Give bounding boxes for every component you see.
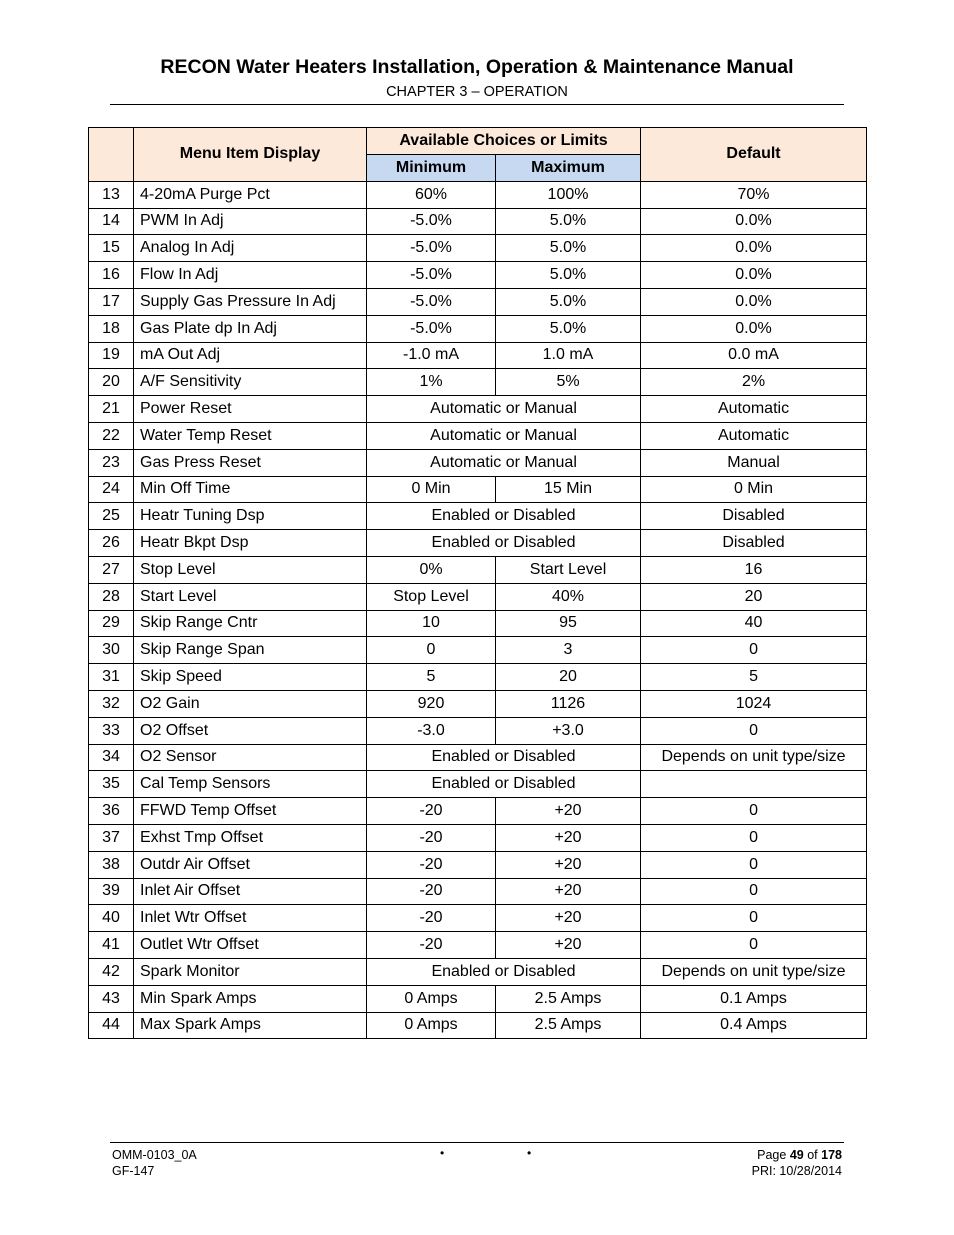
table-row: [89, 369, 867, 396]
table-body: [89, 181, 867, 1039]
row-number: 36: [89, 798, 134, 825]
table-row: [89, 985, 867, 1012]
maximum-cell: +20: [496, 878, 641, 905]
menu-item-name: Inlet Air Offset: [134, 878, 367, 905]
row-number: 16: [89, 262, 134, 289]
minimum-cell: -20: [367, 932, 496, 959]
row-number: 44: [89, 1012, 134, 1039]
default-cell: 0: [641, 932, 867, 959]
menu-item-name: Min Spark Amps: [134, 985, 367, 1012]
row-number: 15: [89, 235, 134, 262]
maximum-cell: 20: [496, 664, 641, 691]
row-number: 40: [89, 905, 134, 932]
minimum-cell: Stop Level: [367, 583, 496, 610]
table-row: [89, 503, 867, 530]
default-cell: 0.4 Amps: [641, 1012, 867, 1039]
default-cell: Depends on unit type/size: [641, 744, 867, 771]
table-row: [89, 824, 867, 851]
table-row: [89, 530, 867, 557]
minimum-cell: -1.0 mA: [367, 342, 496, 369]
default-cell: 0: [641, 851, 867, 878]
form-number: GF-147: [112, 1164, 155, 1178]
table-row: [89, 556, 867, 583]
row-number: 30: [89, 637, 134, 664]
row-number: 31: [89, 664, 134, 691]
table-row: [89, 717, 867, 744]
table-row: [89, 396, 867, 423]
print-date: PRI: 10/28/2014: [751, 1164, 842, 1178]
minimum-cell: 0%: [367, 556, 496, 583]
maximum-cell: 2.5 Amps: [496, 1012, 641, 1039]
menu-item-name: Supply Gas Pressure In Adj: [134, 288, 367, 315]
chapter-title: CHAPTER 3 – OPERATION: [386, 84, 568, 100]
maximum-cell: 95: [496, 610, 641, 637]
minimum-cell: -5.0%: [367, 288, 496, 315]
default-cell: 0: [641, 798, 867, 825]
row-number: 37: [89, 824, 134, 851]
default-cell: Disabled: [641, 530, 867, 557]
menu-item-name: Skip Range Span: [134, 637, 367, 664]
menu-item-name: FFWD Temp Offset: [134, 798, 367, 825]
menu-item-name: Gas Press Reset: [134, 449, 367, 476]
maximum-cell: 5.0%: [496, 262, 641, 289]
default-cell: 0: [641, 637, 867, 664]
row-number: 23: [89, 449, 134, 476]
minimum-cell: 0 Amps: [367, 1012, 496, 1039]
table-row: [89, 664, 867, 691]
maximum-cell: 5.0%: [496, 235, 641, 262]
minimum-cell: 0 Min: [367, 476, 496, 503]
minimum-cell: -3.0: [367, 717, 496, 744]
footer-right: [752, 1147, 842, 1179]
menu-item-name: Stop Level: [134, 556, 367, 583]
minimum-cell: -20: [367, 905, 496, 932]
row-number: 19: [89, 342, 134, 369]
col-header-number: [89, 128, 134, 182]
default-cell: 0.0%: [641, 315, 867, 342]
choices-cell: Automatic or Manual: [367, 449, 641, 476]
menu-items-table: [88, 127, 867, 1039]
table-row: [89, 449, 867, 476]
maximum-cell: +20: [496, 798, 641, 825]
row-number: 42: [89, 958, 134, 985]
row-number: 24: [89, 476, 134, 503]
menu-item-name: O2 Sensor: [134, 744, 367, 771]
row-number: 14: [89, 208, 134, 235]
default-cell: 5: [641, 664, 867, 691]
minimum-cell: -20: [367, 798, 496, 825]
menu-item-name: Spark Monitor: [134, 958, 367, 985]
footer-left: [112, 1147, 197, 1179]
default-cell: Depends on unit type/size: [641, 958, 867, 985]
table-row: [89, 932, 867, 959]
table-row: [89, 610, 867, 637]
col-header-minimum: Minimum: [367, 155, 496, 182]
maximum-cell: 15 Min: [496, 476, 641, 503]
row-number: 35: [89, 771, 134, 798]
minimum-cell: -20: [367, 824, 496, 851]
menu-item-name: Skip Range Cntr: [134, 610, 367, 637]
menu-item-name: Water Temp Reset: [134, 422, 367, 449]
maximum-cell: 3: [496, 637, 641, 664]
menu-item-name: Gas Plate dp In Adj: [134, 315, 367, 342]
menu-item-name: Outlet Wtr Offset: [134, 932, 367, 959]
row-number: 38: [89, 851, 134, 878]
default-cell: Manual: [641, 449, 867, 476]
maximum-cell: 5.0%: [496, 208, 641, 235]
minimum-cell: -5.0%: [367, 315, 496, 342]
default-cell: [641, 771, 867, 798]
table-row: [89, 583, 867, 610]
table-row: [89, 208, 867, 235]
table-row: [89, 422, 867, 449]
minimum-cell: -20: [367, 878, 496, 905]
maximum-cell: 100%: [496, 181, 641, 208]
default-cell: 0.0%: [641, 208, 867, 235]
minimum-cell: -5.0%: [367, 208, 496, 235]
default-cell: 0: [641, 905, 867, 932]
table-row: [89, 288, 867, 315]
table-row: [89, 181, 867, 208]
maximum-cell: +20: [496, 851, 641, 878]
maximum-cell: +20: [496, 905, 641, 932]
table-row: [89, 905, 867, 932]
table-row: [89, 1012, 867, 1039]
minimum-cell: 10: [367, 610, 496, 637]
maximum-cell: 5%: [496, 369, 641, 396]
table-row: [89, 262, 867, 289]
menu-item-name: O2 Gain: [134, 690, 367, 717]
table-row: [89, 851, 867, 878]
row-number: 43: [89, 985, 134, 1012]
row-number: 39: [89, 878, 134, 905]
default-cell: 0 Min: [641, 476, 867, 503]
choices-cell: Automatic or Manual: [367, 422, 641, 449]
default-cell: 1024: [641, 690, 867, 717]
choices-cell: Automatic or Manual: [367, 396, 641, 423]
menu-item-name: Outdr Air Offset: [134, 851, 367, 878]
default-cell: 0: [641, 878, 867, 905]
choices-cell: Enabled or Disabled: [367, 771, 641, 798]
menu-item-name: A/F Sensitivity: [134, 369, 367, 396]
menu-item-name: Analog In Adj: [134, 235, 367, 262]
menu-item-name: PWM In Adj: [134, 208, 367, 235]
maximum-cell: +20: [496, 932, 641, 959]
table-row: [89, 637, 867, 664]
default-cell: Disabled: [641, 503, 867, 530]
footer-bullet: •: [440, 1146, 445, 1160]
default-cell: 20: [641, 583, 867, 610]
maximum-cell: 2.5 Amps: [496, 985, 641, 1012]
minimum-cell: -5.0%: [367, 235, 496, 262]
choices-cell: Enabled or Disabled: [367, 744, 641, 771]
table-row: [89, 798, 867, 825]
table-row: [89, 744, 867, 771]
maximum-cell: 40%: [496, 583, 641, 610]
default-cell: 0.0%: [641, 235, 867, 262]
minimum-cell: 0: [367, 637, 496, 664]
row-number: 21: [89, 396, 134, 423]
default-cell: Automatic: [641, 396, 867, 423]
default-cell: 0.1 Amps: [641, 985, 867, 1012]
default-cell: 0: [641, 824, 867, 851]
table-row: [89, 342, 867, 369]
default-cell: 2%: [641, 369, 867, 396]
footer-divider: [110, 1142, 844, 1143]
table-row: [89, 315, 867, 342]
row-number: 41: [89, 932, 134, 959]
menu-item-name: Heatr Tuning Dsp: [134, 503, 367, 530]
default-cell: 0: [641, 717, 867, 744]
table-row: [89, 958, 867, 985]
menu-item-name: Skip Speed: [134, 664, 367, 691]
maximum-cell: 5.0%: [496, 315, 641, 342]
menu-item-name: Inlet Wtr Offset: [134, 905, 367, 932]
doc-number: OMM-0103_0A: [112, 1148, 197, 1162]
col-header-choices: Available Choices or Limits: [367, 128, 641, 155]
default-cell: 0.0%: [641, 262, 867, 289]
row-number: 13: [89, 181, 134, 208]
row-number: 22: [89, 422, 134, 449]
default-cell: 70%: [641, 181, 867, 208]
table-row: [89, 690, 867, 717]
maximum-cell: 1126: [496, 690, 641, 717]
minimum-cell: 0 Amps: [367, 985, 496, 1012]
minimum-cell: 60%: [367, 181, 496, 208]
table-row: [89, 878, 867, 905]
row-number: 25: [89, 503, 134, 530]
row-number: 26: [89, 530, 134, 557]
default-cell: 0.0 mA: [641, 342, 867, 369]
col-header-maximum: Maximum: [496, 155, 641, 182]
menu-item-name: Cal Temp Sensors: [134, 771, 367, 798]
default-cell: 40: [641, 610, 867, 637]
row-number: 32: [89, 690, 134, 717]
col-header-menu-item: Menu Item Display: [134, 128, 367, 182]
maximum-cell: 5.0%: [496, 288, 641, 315]
menu-item-name: Max Spark Amps: [134, 1012, 367, 1039]
menu-item-name: Start Level: [134, 583, 367, 610]
menu-item-name: Power Reset: [134, 396, 367, 423]
default-cell: Automatic: [641, 422, 867, 449]
row-number: 28: [89, 583, 134, 610]
row-number: 33: [89, 717, 134, 744]
menu-item-name: Flow In Adj: [134, 262, 367, 289]
menu-item-name: Heatr Bkpt Dsp: [134, 530, 367, 557]
default-cell: 16: [641, 556, 867, 583]
row-number: 20: [89, 369, 134, 396]
maximum-cell: 1.0 mA: [496, 342, 641, 369]
footer-bullet: •: [527, 1146, 532, 1160]
menu-item-name: 4-20mA Purge Pct: [134, 181, 367, 208]
menu-item-name: Exhst Tmp Offset: [134, 824, 367, 851]
table-row: [89, 235, 867, 262]
row-number: 18: [89, 315, 134, 342]
choices-cell: Enabled or Disabled: [367, 958, 641, 985]
page-title: RECON Water Heaters Installation, Operation & Maintenance Manual: [160, 56, 794, 78]
table-row: [89, 771, 867, 798]
minimum-cell: 920: [367, 690, 496, 717]
minimum-cell: 5: [367, 664, 496, 691]
menu-item-name: Min Off Time: [134, 476, 367, 503]
menu-item-name: mA Out Adj: [134, 342, 367, 369]
default-cell: 0.0%: [641, 288, 867, 315]
minimum-cell: 1%: [367, 369, 496, 396]
choices-cell: Enabled or Disabled: [367, 503, 641, 530]
menu-item-name: O2 Offset: [134, 717, 367, 744]
maximum-cell: +3.0: [496, 717, 641, 744]
page-number: Page 49 of 178: [757, 1148, 842, 1162]
row-number: 34: [89, 744, 134, 771]
choices-cell: Enabled or Disabled: [367, 530, 641, 557]
row-number: 29: [89, 610, 134, 637]
row-number: 17: [89, 288, 134, 315]
header-divider: [110, 104, 844, 105]
row-number: 27: [89, 556, 134, 583]
col-header-default: Default: [641, 128, 867, 182]
table-row: [89, 476, 867, 503]
maximum-cell: Start Level: [496, 556, 641, 583]
minimum-cell: -5.0%: [367, 262, 496, 289]
minimum-cell: -20: [367, 851, 496, 878]
maximum-cell: +20: [496, 824, 641, 851]
